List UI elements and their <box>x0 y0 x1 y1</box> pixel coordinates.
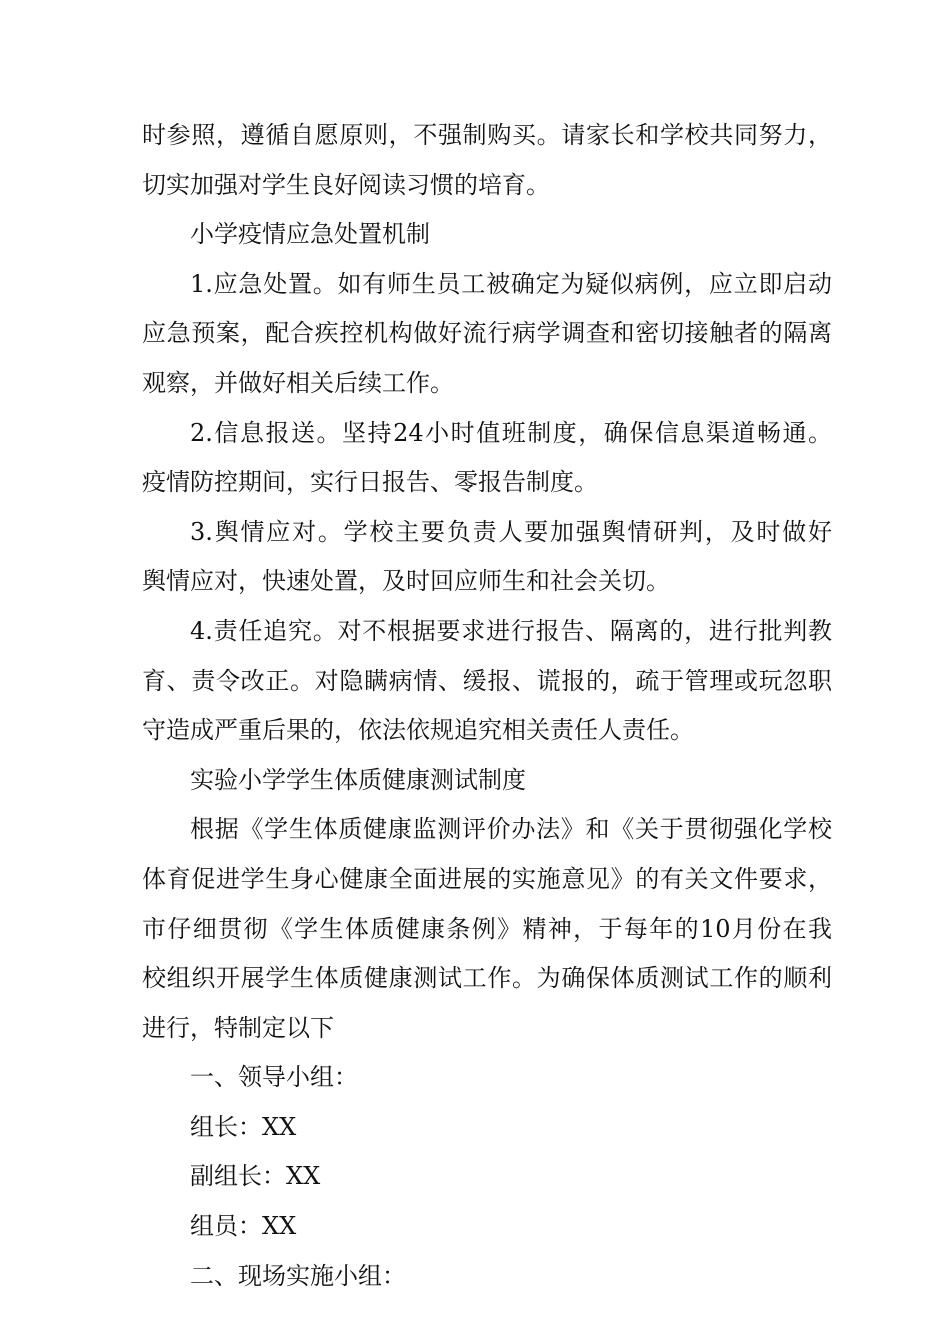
paragraph-line: 育、责令改正。对隐瞒病情、缓报、谎报的，疏于管理或玩忽职 <box>142 666 832 695</box>
paragraph-line: 切实加强对学生良好阅读习惯的培育。 <box>142 170 550 199</box>
paragraph-line: 1.应急处置。如有师生员工被确定为疑似病例，应立即启动 <box>190 269 832 298</box>
list-heading: 一、领导小组： <box>190 1063 358 1092</box>
paragraph-line: 观察，并做好相关后续工作。 <box>142 368 454 397</box>
paragraph-line: 根据《学生体质健康监测评价办法》和《关于贯彻强化学校 <box>190 815 832 844</box>
paragraph-line: 3.舆情应对。学校主要负责人要加强舆情研判，及时做好 <box>190 517 832 546</box>
paragraph-line: 2.信息报送。坚持24小时值班制度，确保信息渠道畅通。 <box>190 418 832 447</box>
paragraph-line: 时参照，遵循自愿原则，不强制购买。请家长和学校共同努力， <box>142 121 832 149</box>
paragraph-line: 体育促进学生身心健康全面进展的实施意见》的有关文件要求， <box>142 864 832 893</box>
list-item: 副组长：XX <box>190 1162 321 1191</box>
list-item: 组长：XX <box>190 1112 297 1141</box>
paragraph-line: 进行，特制定以下 <box>142 1013 334 1042</box>
paragraph-line: 校组织开展学生体质健康测试工作。为确保体质测试工作的顺利 <box>142 964 832 993</box>
section-heading: 实验小学学生体质健康测试制度 <box>190 765 526 794</box>
section-heading: 小学疫情应急处置机制 <box>190 220 430 249</box>
paragraph-line: 市仔细贯彻《学生体质健康条例》精神，于每年的10月份在我 <box>142 914 832 943</box>
paragraph-line: 4.责任追究。对不根据要求进行报告、隔离的，进行批判教 <box>190 616 832 645</box>
paragraph-line: 应急预案，配合疾控机构做好流行病学调查和密切接触者的隔离 <box>142 319 832 348</box>
list-item: 组员：XX <box>190 1212 297 1241</box>
paragraph-line: 守造成严重后果的，依法依规追究相关责任人责任。 <box>142 716 694 745</box>
document-body <box>142 111 832 1301</box>
list-heading: 二、现场实施小组： <box>190 1261 406 1290</box>
paragraph-line: 疫情防控期间，实行日报告、零报告制度。 <box>142 468 598 497</box>
paragraph-line: 舆情应对，快速处置，及时回应师生和社会关切。 <box>142 567 670 596</box>
